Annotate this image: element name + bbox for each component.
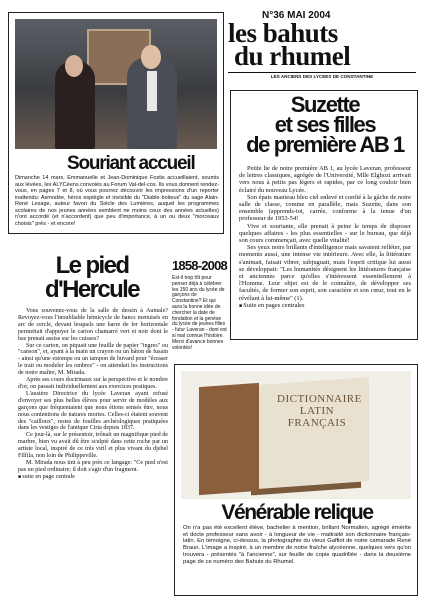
pied-paragraph: Ce jour-là, sur le présentoir, trônait un magnifique pied de marbre, bien vu avait dû être sculpté dans cette roche par un artiste local, inspiré de ce très viril et plus vivant du djebel Filfila, non loin de Philippeville. xyxy=(18,432,168,460)
woman-face xyxy=(65,55,83,77)
suzette-paragraph: Vive et souriante, elle prenait à peine le temps de disposer quelques affaires - les plus essentielles - sur le bureau, que déjà son cours commençait, avec quelle vitalité! xyxy=(239,222,411,245)
pied-paragraph: M. Mirada nous tint à peu près ce langage: "Ce pied n'est pas un pied ordinaire; il doit s'agir d'un fragment. xyxy=(18,459,168,473)
masthead-title-line1: les bahuts xyxy=(228,18,338,48)
man-face xyxy=(141,45,161,69)
suzette-headline-line2: et ses filles xyxy=(274,112,376,137)
suzette-paragraph: Petite lie de notre première AB 1, au lycée Laveran, professeur de lettres classiques, agrégée de l'Université, Mlle Elghozi arrivait vers nous à petits pas légers et rapides, par ce long couloir bien éclairé du nouveau Lycée. xyxy=(239,165,411,194)
pied-paragraph: Sur ce carton, on piquait une feuille de papier "ingres" ou "canson", et, ayant à la main un crayon ou un bâton de fusain - ainsi qu'une estompe ou un tampon de buvard pour "écraser le trait ou modeler les ombres" - on attendait les instructions de notre maître, M. Mirada. xyxy=(18,342,168,377)
masthead-title-line2: du rhumel xyxy=(234,41,351,71)
pied-article xyxy=(14,248,170,596)
pied-paragraph: Après ses cours doctrinaux sur la perspective et le nombre d'or, on passait individuellement aux exercices pratiques. xyxy=(18,377,168,390)
book-cover-title: DICTIONNAIRE LATIN FRANÇAIS xyxy=(277,393,362,429)
masthead xyxy=(228,10,416,79)
pied-headline-line1: Le pied xyxy=(55,252,129,279)
masthead-rule xyxy=(228,72,416,73)
masthead-subtitle: LES ANCIENS DES LYCEES DE CONSTANTINE xyxy=(270,74,374,79)
venerable-headline: Vénérable relique xyxy=(221,501,373,524)
pied-headline-line2: d'Hercule xyxy=(44,276,139,303)
souriant-headline: Souriant accueil xyxy=(67,153,195,174)
suzette-paragraph: Ses yeux noirs brillants d'intelligence mais savaient refléter, par moments aussi, une intense vie intérieure. Avec elle, la littérature s'animait, faisait vibrer, subjuguait, mais l'esprit critique lui aussi se développait: "Les humanités désignent les littératures française et anciennes parce qu'elles s'intéressent essentiellement à l'Homme. Leur objet est de le connaître, de développer ses facultés, de former son esprit, son caractère et son cœur, tout en le révélant à lui-même" (1). xyxy=(239,244,411,302)
annees-headline: 1858-2008 xyxy=(172,258,227,273)
pied-suite-link[interactable]: ■ suite en page centrale xyxy=(18,474,168,482)
annees-text: Est-il trop tôt pour penser déjà à célébrer les 150 ans du lycée de garçons de Constantine? Et qui aura la bonne idée de chercher la date de fondation et la genèse du lycée de jeunes filles - futur Laveran - dont est si mal connue l'histoire. Merci d'avance bonnes volontés! xyxy=(172,275,227,351)
dictionary-photo xyxy=(181,371,411,499)
suzette-suite-link[interactable]: ■ Suite en pages centrales xyxy=(239,302,411,310)
book-spine xyxy=(199,383,259,495)
couple-photo xyxy=(15,19,217,149)
suzette-paragraph: Son épais manteau bleu ciel enlevé et confié à la gâche de notre salle de classe, comme en parallèle, mais Suzette, dans son ensemble (apprends-toi, carrée, conforme à la tenue d'un professeur de 1953-54! xyxy=(239,193,411,223)
suzette-box xyxy=(230,90,418,340)
suzette-body xyxy=(239,165,411,310)
souriant-text: Dimanche 14 mars, Emmanuelle et Jean-Dominique Fostis accueillaient, soumis aux lévées, les ALYCéens convoiés au Forum Val-del-cos. Ils vous donnent rendez-vous, en pages 7 et 8, où vous pourrez découvrir les impressions d'un reporter inattendu: Asmodée, héros espiègle et invisible du "Diable boiteux" du sage Alain-René Lesage, auteur favori du Siècle des Lumières, auquel les programmes scolaires de nos jeunes années semblent ne moins ceux des années actuelles) n'ont accordé (et n'accordent) que peu d'importance, à un ou deux "morceaux choisis" près - et encore! xyxy=(15,175,219,227)
pied-body xyxy=(18,308,168,482)
pied-paragraph: L'austère Directrice du lycée Laveran ayant refusé d'envoyer ses plus belles élèves pour servir de modèles aux garçons que fréquentaient que nous étions sensés être, nous nous contentions de natures mortes. Celles-ci étaient souvent des "cailloux", restes de fouilles archéologiques pratiquées dans les vestiges de l'antique Cirta depuis 1837. xyxy=(18,390,168,432)
pied-paragraph: Vous souvenez-vous de la salle de dessin à Aumale? Revoyez-vous l'inoubliable hémicycle de bancs menuisés en arc de cercle, devant lesquels une barre de fer horizontale permettait d'appuyer le carton chamarré vert et noir dont le bas prenait assise sur les cuisses? xyxy=(18,308,168,342)
issue-label: N°36 MAI 2004 xyxy=(262,10,331,21)
souriant-box xyxy=(8,12,224,234)
annees-article xyxy=(172,258,228,364)
venerable-box xyxy=(174,364,418,596)
venerable-text: On n'a pas été excellent élève, bachelier à mention, brillant Normalien, agrégé émérite et docte professeur sans avoir - à longueur de vie - maltraité son dictionnaire français-latin. En témoigne, ci-dessus, la photographie du vieux Gaffiot de notre camarade René Braun. L'image a inspiré, à un membre de notre fraîche alycéenne, quelques vers qu'on trouvera - présentés "à l'ancienne", sur feuille de copie quadrillée - dans la deuxième page de ce numéro des Bahuts du Rhumel. xyxy=(183,525,411,565)
suzette-headline-line1: Suzette xyxy=(290,92,360,117)
suzette-headline-line3: de première AB 1 xyxy=(246,132,404,157)
man-shirt xyxy=(147,71,157,111)
